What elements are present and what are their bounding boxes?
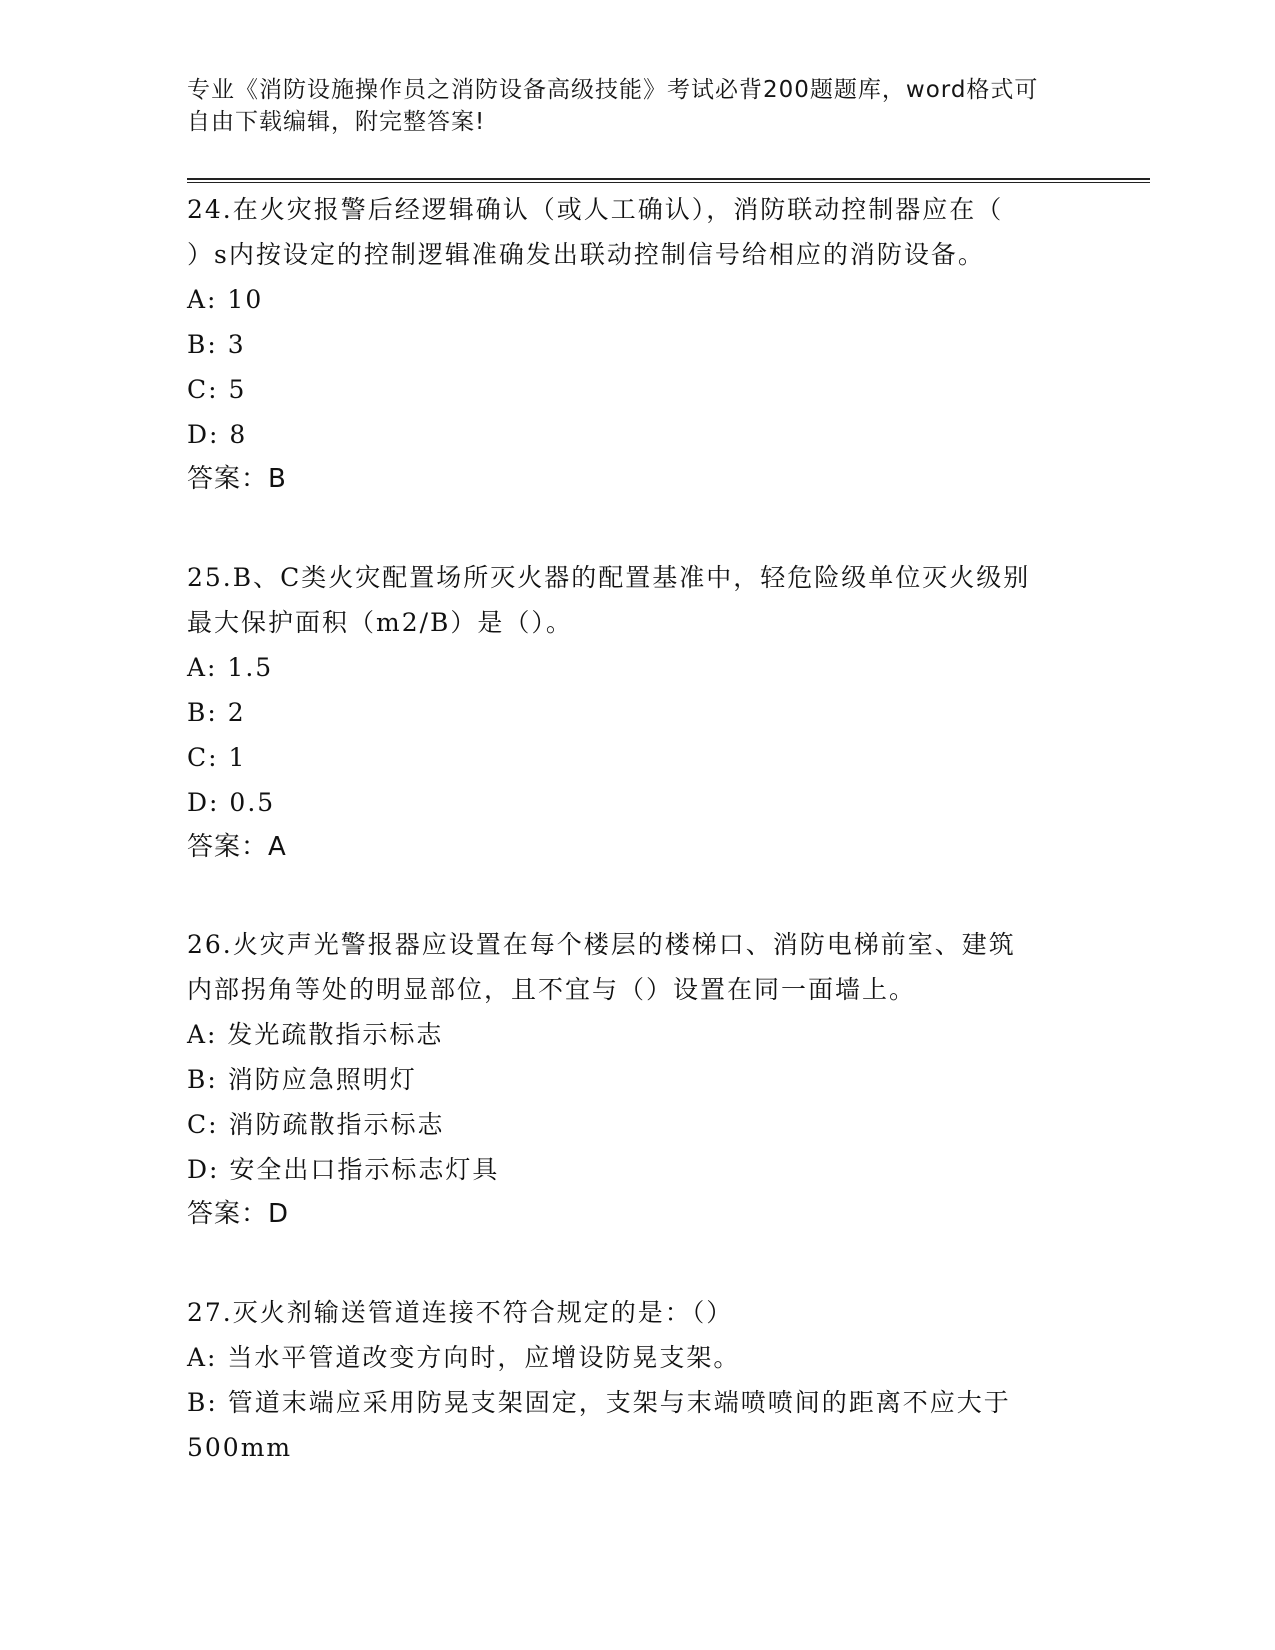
question-25	[187, 555, 1077, 869]
question-26	[187, 922, 1077, 1236]
answer: 答案：B	[187, 464, 287, 494]
option-a: A: 发光疏散指示标志	[187, 1020, 444, 1049]
option-a: A: 当水平管道改变方向时，应增设防晃支架。	[187, 1343, 741, 1372]
question-stem-line: 最大保护面积（m2/B）是（）。	[187, 608, 573, 637]
option-c: C: 1	[187, 743, 247, 772]
header-line-1: 专业《消防设施操作员之消防设备高级技能》考试必背200题题库，word格式可	[187, 77, 1039, 103]
option-d: D: 0.5	[187, 788, 276, 817]
header-line-2: 自由下载编辑，附完整答案!	[187, 109, 486, 135]
question-27	[187, 1290, 1077, 1470]
document-header	[187, 74, 1067, 138]
question-24	[187, 187, 1077, 501]
question-stem-line: 24.在火灾报警后经逻辑确认（或人工确认），消防联动控制器应在（	[187, 195, 1004, 224]
question-stem-line: 25.B、C类火灾配置场所灭火器的配置基准中，轻危险级单位灭火级别	[187, 563, 1031, 592]
option-d: D: 8	[187, 420, 248, 449]
option-c: C: 5	[187, 375, 247, 404]
question-stem-line: ）s内按设定的控制逻辑准确发出联动控制信号给相应的消防设备。	[187, 240, 985, 269]
option-c: C: 消防疏散指示标志	[187, 1110, 445, 1139]
question-stem-line: 27.灭火剂输送管道连接不符合规定的是：（）	[187, 1298, 734, 1327]
option-b: B: 消防应急照明灯	[187, 1065, 417, 1094]
question-stem-line: 内部拐角等处的明显部位，且不宜与（）设置在同一面墙上。	[187, 975, 917, 1004]
question-stem-line: 26.火灾声光警报器应设置在每个楼层的楼梯口、消防电梯前室、建筑	[187, 930, 1016, 959]
option-b: B: 2	[187, 698, 246, 727]
option-d: D: 安全出口指示标志灯具	[187, 1155, 500, 1184]
answer: 答案：A	[187, 832, 287, 862]
option-b-continued: 500mm	[187, 1433, 293, 1462]
option-b: B: 管道末端应采用防晃支架固定，支架与末端喷喷间的距离不应大于	[187, 1388, 1011, 1417]
answer: 答案：D	[187, 1199, 290, 1229]
option-a: A: 1.5	[187, 653, 274, 682]
option-a: A: 10	[187, 285, 264, 314]
option-b: B: 3	[187, 330, 246, 359]
header-divider	[187, 178, 1150, 183]
